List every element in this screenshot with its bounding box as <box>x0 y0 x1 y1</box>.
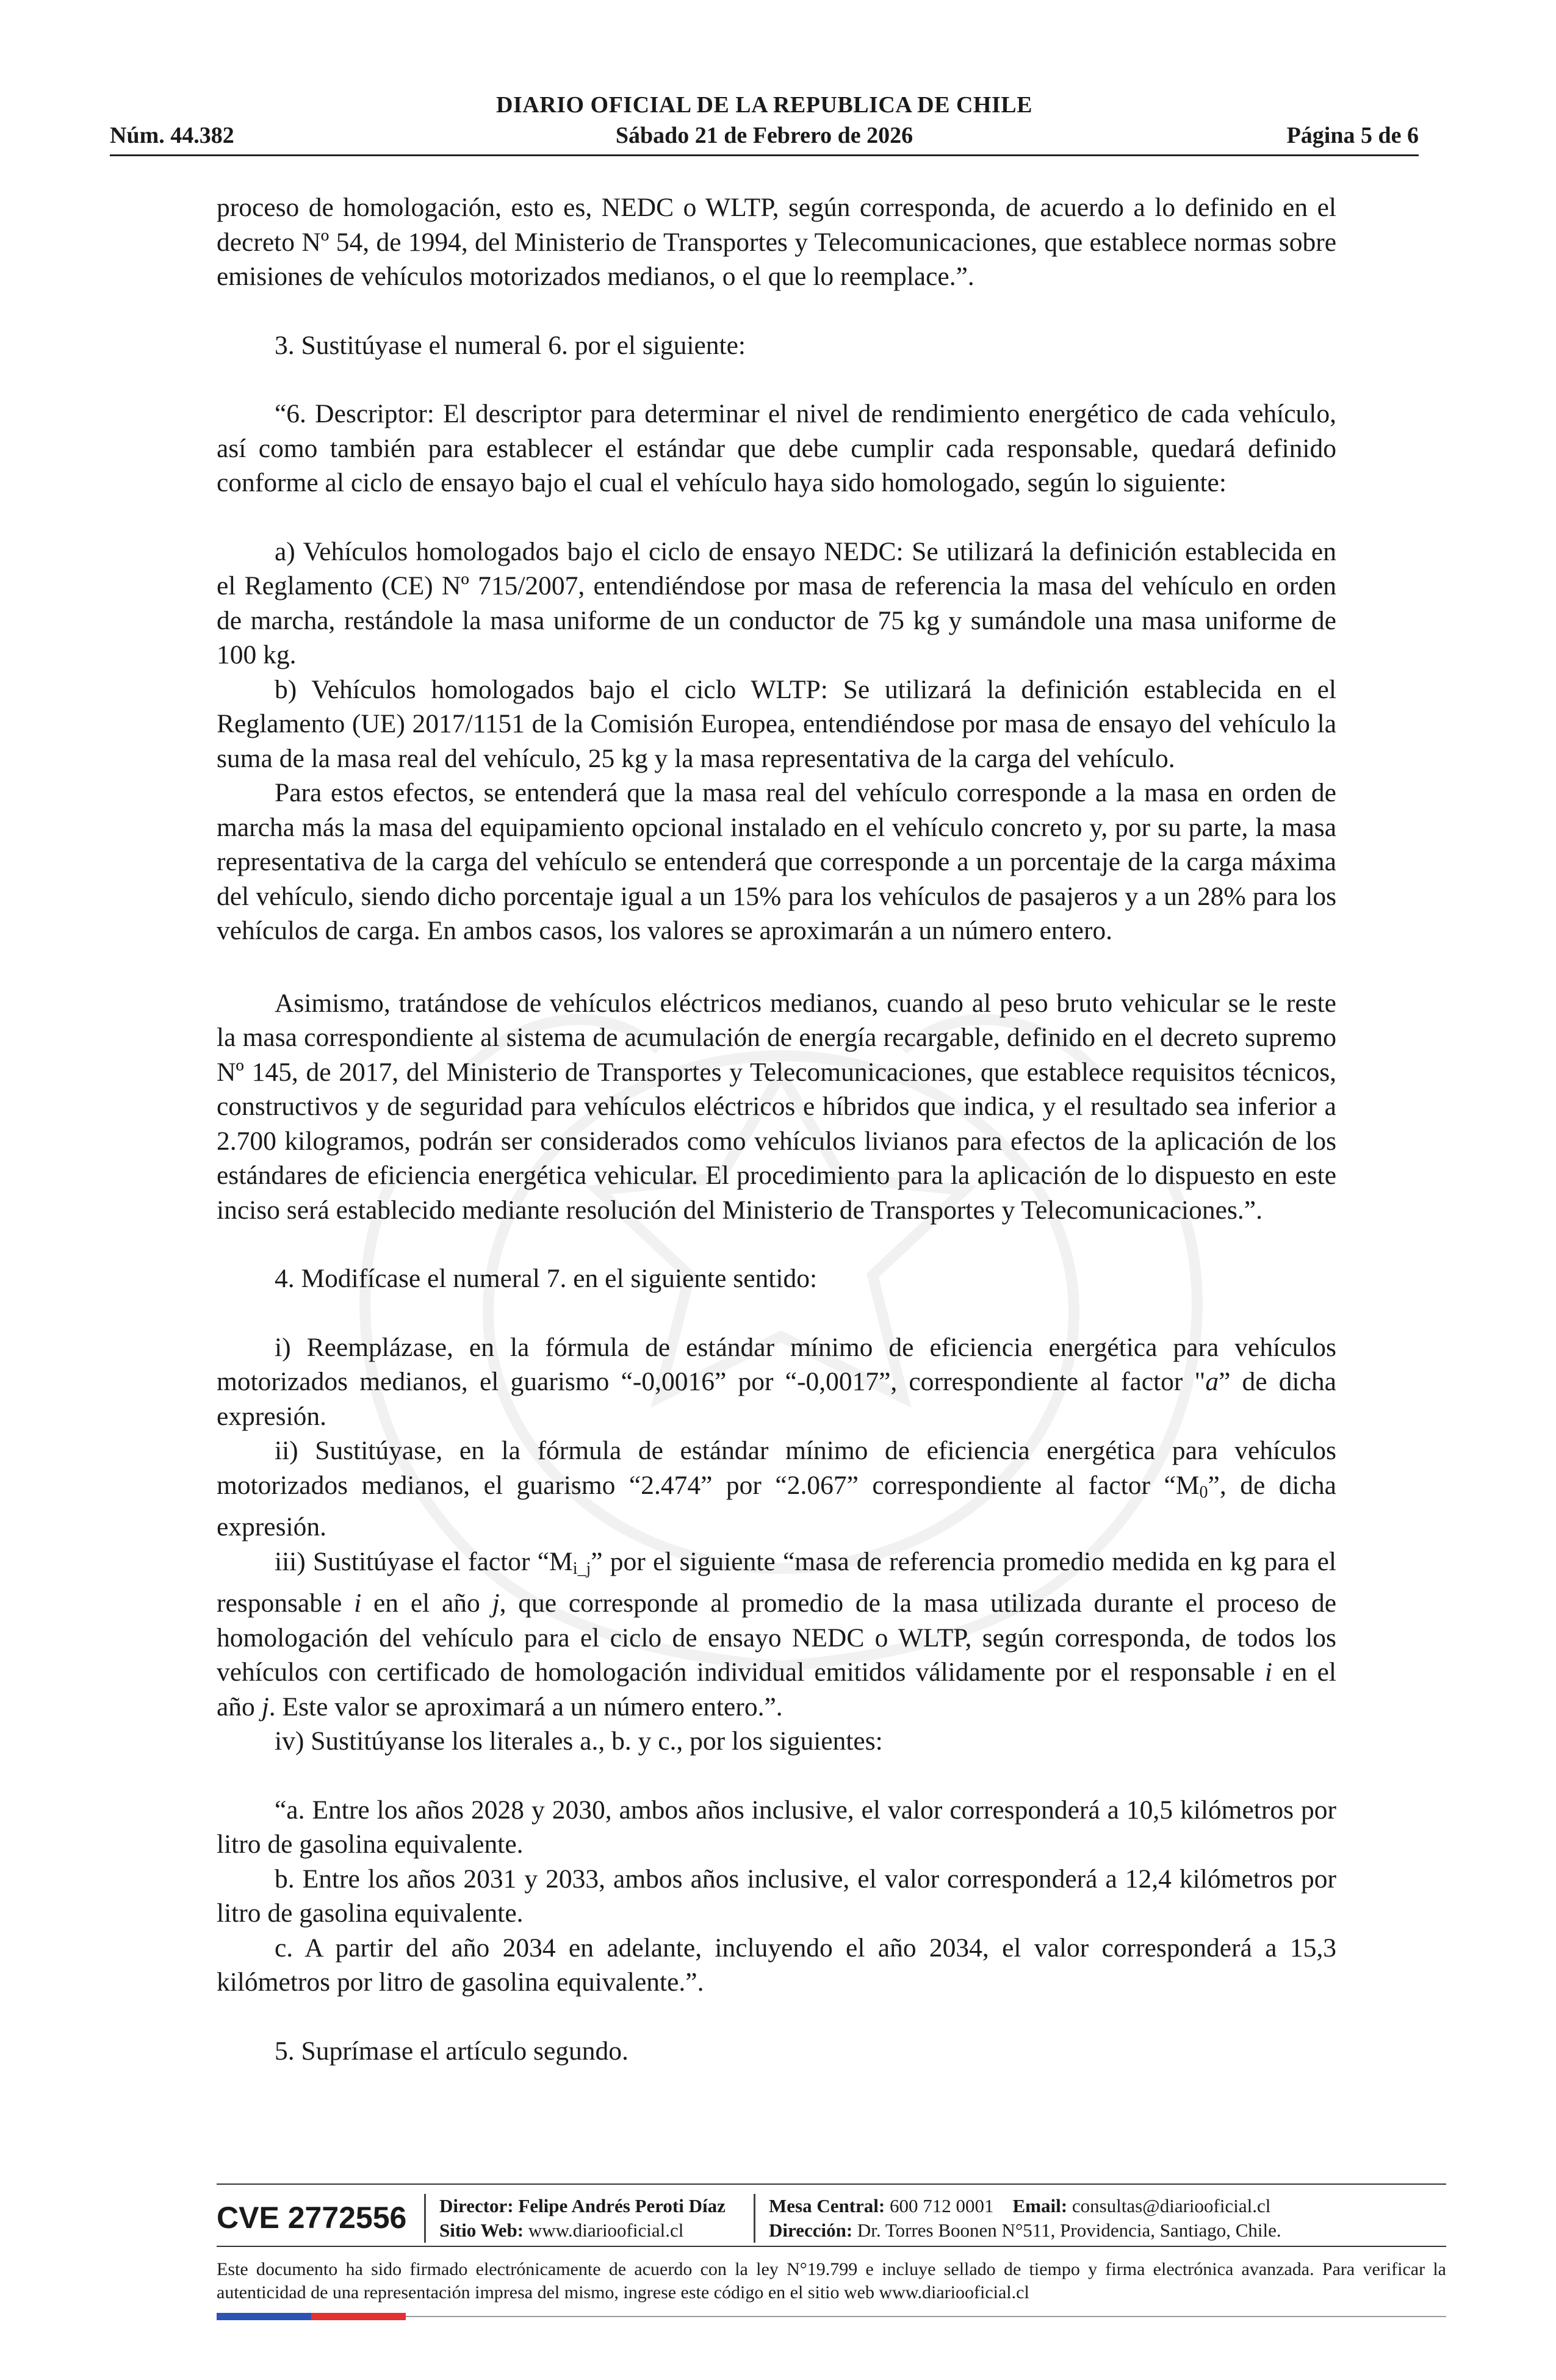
address: Dr. Torres Boonen N°511, Providencia, Santiago, Chile. <box>857 2220 1281 2241</box>
paragraph: b) Vehículos homologados bajo el ciclo WLTP: Se utilizará la definición establecida en el Reglamento (UE) 2017/1151 de la Comisión Europea, entendiéndose por masa de ensayo del vehículo la suma de la masa real del vehículo, 25 kg y la masa representativa de la carga del vehículo. <box>217 674 1336 773</box>
paragraph: a) Vehículos homologados bajo el ciclo de ensayo NEDC: Se utilizará la definición establecida en el Reglamento (CE) Nº 715/2007, entendiéndose por masa de referencia la masa del vehículo en orden de marcha, restándole la masa uniforme de un conductor de 75 kg y sumándole una masa uniforme de 100 kg. <box>217 536 1336 669</box>
director-name: Felipe Andrés Peroti Díaz <box>518 2195 726 2216</box>
footer-director-block: Director: Felipe Andrés Peroti Díaz Sitio Web: www.diariooficial.cl <box>424 2194 726 2243</box>
footer-divider <box>217 2183 1446 2185</box>
email-link[interactable]: consultas@diariooficial.cl <box>1072 2195 1271 2216</box>
factor-m0-subscript: 0 <box>1199 1482 1208 1502</box>
paragraph: 4. Modifícase el numeral 7. en el siguiente sentido: <box>275 1264 818 1293</box>
factor-mij-subscript: i_j <box>572 1559 591 1578</box>
document-body <box>217 190 1336 2068</box>
page-footer <box>217 2188 1446 2241</box>
footer-divider <box>217 2246 1446 2247</box>
paragraph: proceso de homologación, esto es, NEDC o WLTP, según corresponda, de acuerdo a lo definido en el decreto Nº 54, de 1994, del Ministerio de Transportes y Telecomunicaciones, que establece normas sobre emisiones de vehículos motorizados medianos, o el que lo reemplace.”. <box>217 193 1336 291</box>
paragraph: “a. Entre los años 2028 y 2030, ambos años inclusive, el valor corresponderá a 10,5 kilómetros por litro de gasolina equivalente. <box>217 1795 1336 1859</box>
paragraph: “6. Descriptor: El descriptor para determinar el nivel de rendimiento energético de cada vehículo, así como también para establecer el estándar que debe cumplir cada responsable, quedará definido conforme al ciclo de ensayo bajo el cual el vehículo haya sido homologado, según lo siguiente: <box>217 399 1336 497</box>
footer-divider <box>406 2316 1446 2317</box>
legal-notice: Este documento ha sido firmado electrónicamente de acuerdo con la ley N°19.799 e incluye sellado de tiempo y firma electrónica avanzada. Para verificar la autenticidad de una representación impresa del mismo, ingrese este código en el sitio web www.diariooficial.cl <box>217 2259 1446 2302</box>
header-divider <box>110 154 1419 156</box>
paragraph: i) Reemplázase, en la fórmula de estándar mínimo de eficiencia energética para vehículos motorizados medianos, el guarismo “-0,0016” por “-0,0017”, correspondiente al factor "a” de dicha expresión. <box>217 1332 1336 1431</box>
paragraph: b. Entre los años 2031 y 2033, ambos años inclusive, el valor corresponderá a 12,4 kilómetros por litro de gasolina equivalente. <box>217 1864 1336 1928</box>
paragraph: 5. Suprímase el artículo segundo. <box>275 2036 629 2066</box>
page-number: Página 5 de 6 <box>1286 123 1419 148</box>
issue-date: Sábado 21 de Febrero de 2026 <box>615 123 913 148</box>
cve-code: CVE 2772556 <box>217 2201 407 2235</box>
flag-color-bar <box>217 2313 406 2320</box>
factor-a: a <box>1205 1367 1219 1396</box>
paragraph: iii) Sustitúyase el factor “$M_{i\_j}$” por el siguiente “masa de referencia promedio medida en kg para el responsable i en el año j, que corresponde al promedio de la masa utilizada durante el proceso de homologación del vehículo para el ciclo de ensayo NEDC o WLTP, según corresponda, de todos los vehículos con certificado de homologación individual emitidos válidamente por el responsable i en el año j. Este valor se aproximará a un número entero.”. <box>217 1546 1336 1722</box>
paragraph: ii) Sustitúyase, en la fórmula de estándar mínimo de eficiencia energética para vehículos motorizados medianos, el guarismo “2.474” por “2.067” correspondiente al factor “$M_0$”, de dicha expresión. <box>217 1436 1336 1542</box>
paragraph: 3. Sustitúyase el numeral 6. por el siguiente: <box>275 330 746 360</box>
newspaper-title: DIARIO OFICIAL DE LA REPUBLICA DE CHILE <box>496 92 1032 118</box>
phone: 600 712 0001 <box>890 2195 994 2216</box>
paragraph: iv) Sustitúyanse los literales a., b. y c., por los siguientes: <box>275 1726 883 1756</box>
paragraph: c. A partir del año 2034 en adelante, incluyendo el año 2034, el valor corresponderá a 15,3 kilómetros por litro de gasolina equivalente.”. <box>217 1933 1336 1997</box>
site-link[interactable]: www.diariooficial.cl <box>528 2220 684 2241</box>
footer-contact-block: Mesa Central: 600 712 0001 Email: consultas@diariooficial.cl Dirección: Dr. Torres Boonen N°511, Providencia, Santiago, Chile. <box>754 2194 1281 2243</box>
paragraph: Asimismo, tratándose de vehículos eléctricos medianos, cuando al peso bruto vehicular se le reste la masa correspondiente al sistema de acumulación de energía recargable, definido en el decreto supremo Nº 145, de 2017, del Ministerio de Transportes y Telecomunicaciones, que establece requisitos técnicos, constructivos y de seguridad para vehículos eléctricos e híbridos que indica, y el resultado sea inferior a 2.700 kilogramos, podrán ser considerados como vehículos livianos para efectos de la aplicación de los estándares de eficiencia energética vehicular. El procedimiento para la aplicación de lo dispuesto en este inciso será establecido mediante resolución del Ministerio de Transportes y Telecomunicaciones.”. <box>217 988 1336 1225</box>
paragraph: Para estos efectos, se entenderá que la masa real del vehículo corresponde a la masa en orden de marcha más la masa del equipamiento opcional instalado en el vehículo concreto y, por su parte, la masa representativa de la carga del vehículo se entenderá que corresponde a un porcentaje de la carga máxima del vehículo, siendo dicho porcentaje igual a un 15% para los vehículos de pasajeros y a un 28% para los vehículos de carga. En ambos casos, los valores se aproximarán a un número entero. <box>217 778 1336 945</box>
issue-number: Núm. 44.382 <box>110 123 234 148</box>
